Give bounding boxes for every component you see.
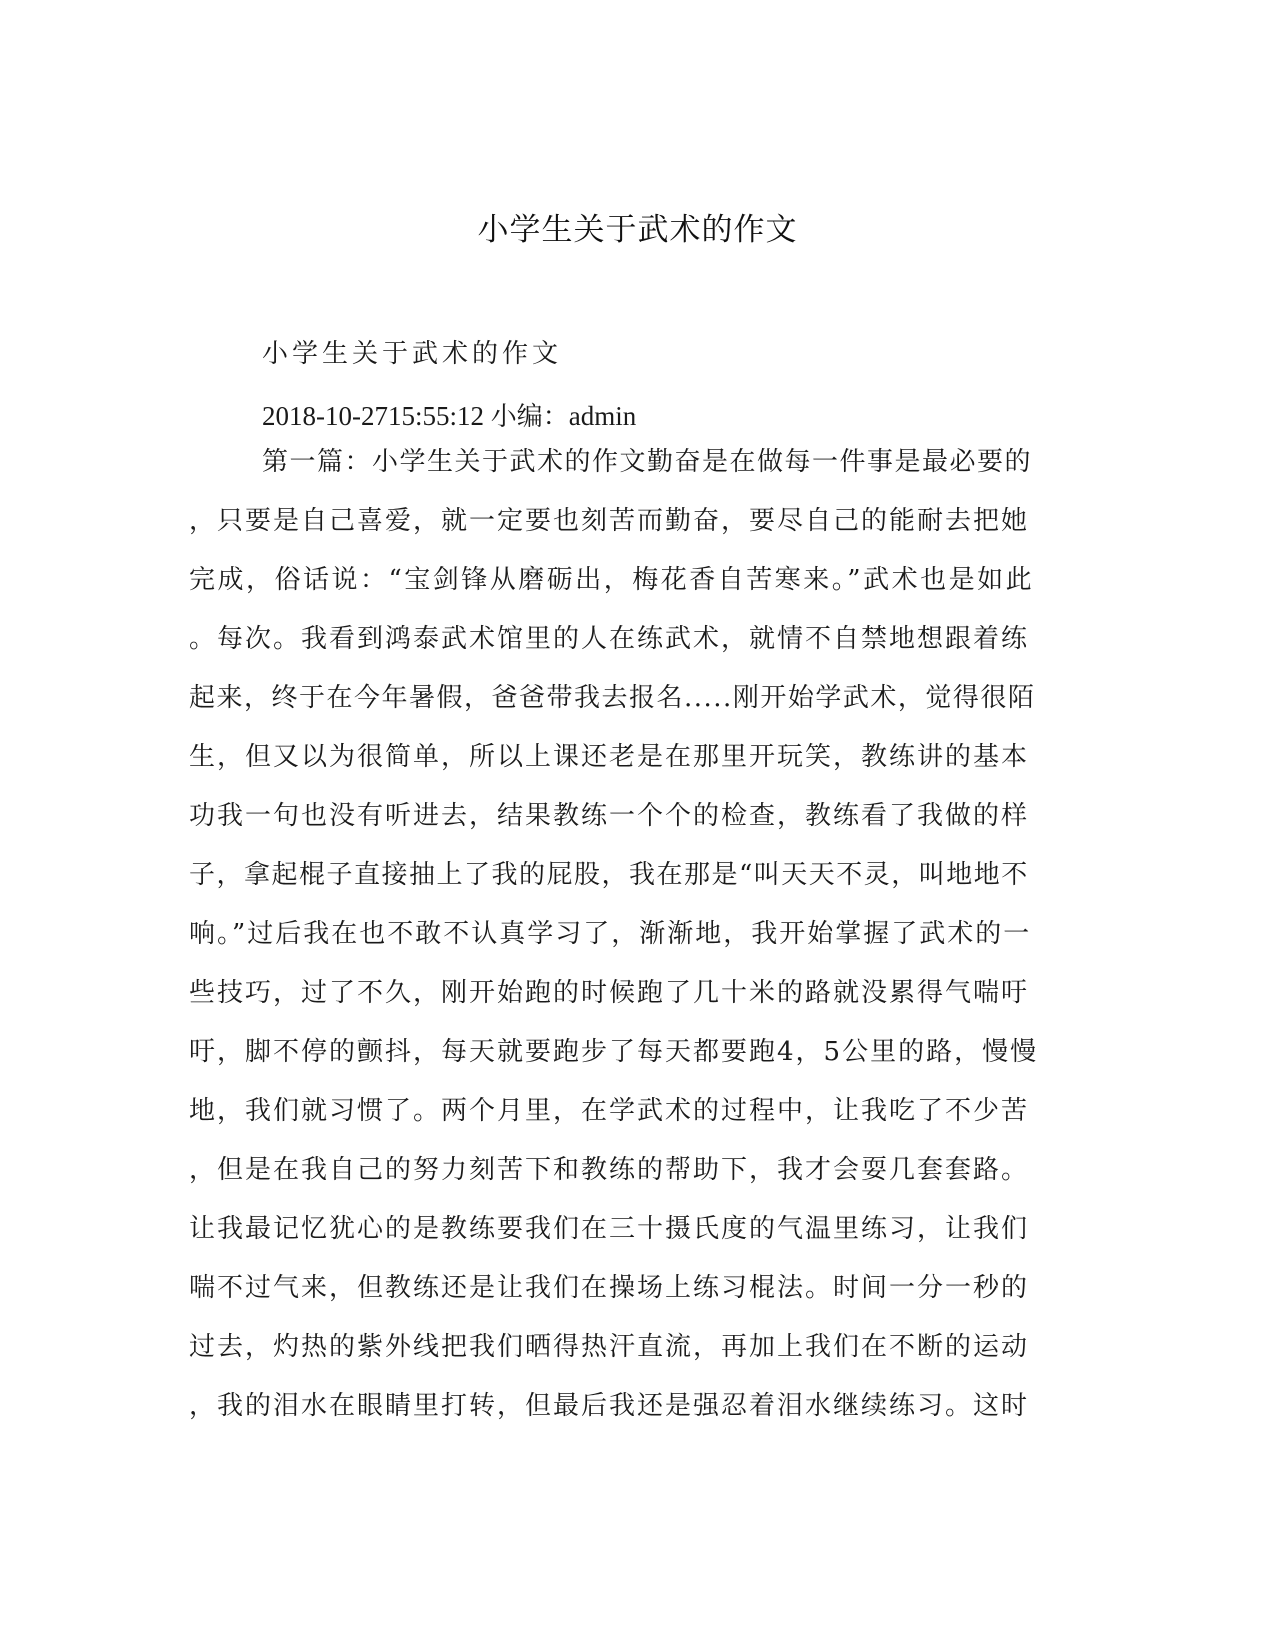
body-line: 喘不过气来，但教练还是让我们在操场上练习棍法。时间一分一秒的 bbox=[189, 1273, 1030, 1303]
body-line: ，但是在我自己的努力刻苦下和教练的帮助下，我才会耍几套套路。 bbox=[189, 1155, 1030, 1185]
body-line: 过去，灼热的紫外线把我们晒得热汗直流，再加上我们在不断的运动 bbox=[189, 1332, 1030, 1362]
meta-editor-label: 小编： bbox=[490, 402, 569, 432]
meta-datetime: 2018-10-2715:55:12 bbox=[262, 401, 484, 431]
body-line: 功我一句也没有听进去，结果教练一个个的检查，教练看了我做的样 bbox=[189, 801, 1030, 831]
body-line: 些技巧，过了不久，刚开始跑的时候跑了几十米的路就没累得气喘吁 bbox=[189, 978, 1030, 1008]
body-line: 响。”过后我在也不敢不认真学习了，渐渐地，我开始掌握了武术的一 bbox=[189, 919, 1032, 949]
body-line: 吁，脚不停的颤抖，每天就要跑步了每天都要跑4，5公里的路，慢慢 bbox=[189, 1037, 1039, 1067]
document-title: 小学生关于武术的作文 bbox=[477, 212, 798, 248]
article-subtitle: 小学生关于武术的作文 bbox=[262, 339, 563, 369]
body-line: 地，我们就习惯了。两个月里，在学武术的过程中，让我吃了不少苦 bbox=[189, 1096, 1030, 1126]
meta-editor-name: admin bbox=[568, 401, 637, 431]
body-line: 起来，终于在今年暑假，爸爸带我去报名.....刚开始学武术，觉得很陌 bbox=[189, 683, 1036, 713]
body-line: ，我的泪水在眼睛里打转，但最后我还是强忍着泪水继续练习。这时 bbox=[189, 1391, 1030, 1421]
body-line: 第一篇：小学生关于武术的作文勤奋是在做每一件事是最必要的 bbox=[262, 447, 1033, 477]
body-line: 完成，俗话说：“宝剑锋从磨砺出，梅花香自苦寒来。”武术也是如此 bbox=[189, 565, 1035, 595]
article-meta bbox=[262, 396, 636, 437]
body-line: 。每次。我看到鸿泰武术馆里的人在练武术，就情不自禁地想跟着练 bbox=[189, 624, 1030, 654]
body-line: 让我最记忆犹心的是教练要我们在三十摄氏度的气温里练习，让我们 bbox=[189, 1214, 1030, 1244]
body-line: 子，拿起棍子直接抽上了我的屁股，我在那是“叫天天不灵，叫地地不 bbox=[189, 860, 1029, 890]
body-line: 生，但又以为很简单，所以上课还老是在那里开玩笑，教练讲的基本 bbox=[189, 742, 1030, 772]
body-line: ，只要是自己喜爱，就一定要也刻苦而勤奋，要尽自己的能耐去把她 bbox=[189, 506, 1030, 536]
